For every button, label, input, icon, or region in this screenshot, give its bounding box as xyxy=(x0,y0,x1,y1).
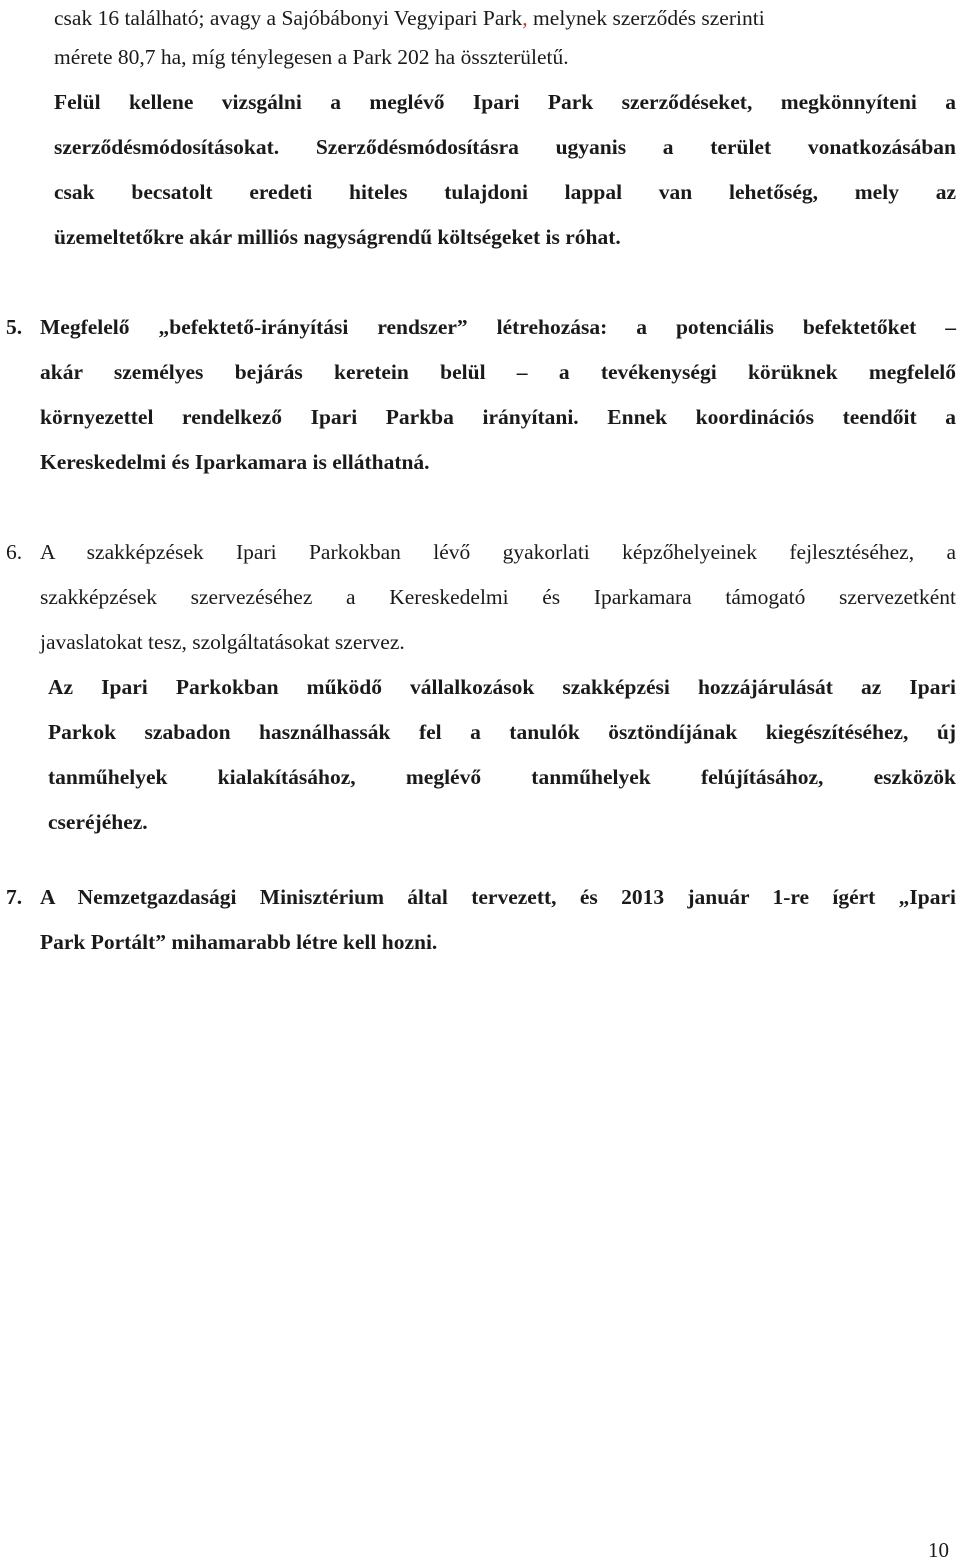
bold-line: tanműhelyek kialakításához, meglévő tanműhelyek felújításához, eszközök xyxy=(48,765,956,789)
list-number: 7. xyxy=(6,885,23,909)
bold-line: Parkok szabadon használhassák fel a tanulók ösztöndíjának kiegészítéséhez, új xyxy=(48,720,956,744)
list-item-line: Park Portált” mihamarabb létre kell hozni. xyxy=(40,930,438,954)
list-number: 5. xyxy=(6,315,23,339)
list-number: 6. xyxy=(6,540,23,564)
page-number: 10 xyxy=(928,1538,949,1562)
bold-line: Felül kellene vizsgálni a meglévő Ipari Park szerződéseket, megkönnyíteni a xyxy=(54,90,956,114)
paragraph-line xyxy=(54,8,956,30)
list-item-line: A Nemzetgazdasági Minisztérium által tervezett, és 2013 január 1-re ígért „Ipari xyxy=(40,885,956,909)
bold-line: szerződésmódosításokat. Szerződésmódosításra ugyanis a terület vonatkozásában xyxy=(54,135,956,159)
list-item-line: akár személyes bejárás keretein belül – a tevékenységi körüknek megfelelő xyxy=(40,360,956,384)
list-item-line: Kereskedelmi és Iparkamara is elláthatná. xyxy=(40,450,430,474)
list-item-line: Megfelelő „befektető-irányítási rendszer” létrehozása: a potenciális befektetőket – xyxy=(40,315,956,339)
bold-line: Az Ipari Parkokban működő vállalkozások szakképzési hozzájárulását az Ipari xyxy=(48,675,956,699)
list-item-line: környezettel rendelkező Ipari Parkba irányítani. Ennek koordinációs teendőit a xyxy=(40,405,956,429)
bold-line: csak becsatolt eredeti hiteles tulajdoni lappal van lehetőség, mely az xyxy=(54,180,956,204)
red-comma: , xyxy=(522,6,528,30)
paragraph-line: mérete 80,7 ha, míg ténylegesen a Park 202 ha összterületű. xyxy=(54,45,569,69)
bold-line: cseréjéhez. xyxy=(48,810,148,834)
bold-line: üzemeltetőkre akár milliós nagyságrendű költségeket is róhat. xyxy=(54,225,621,249)
list-item-line: szakképzések szervezéséhez a Kereskedelmi és Iparkamara támogató szervezetként xyxy=(40,585,956,609)
list-item-line: javaslatokat tesz, szolgáltatásokat szervez. xyxy=(40,630,405,654)
list-item-line: A szakképzések Ipari Parkokban lévő gyakorlati képzőhelyeinek fejlesztéséhez, a xyxy=(40,540,956,564)
text-segment: csak 16 található; avagy a Sajóbábonyi Vegyipari Park, melynek szerződés szerinti xyxy=(54,6,765,30)
